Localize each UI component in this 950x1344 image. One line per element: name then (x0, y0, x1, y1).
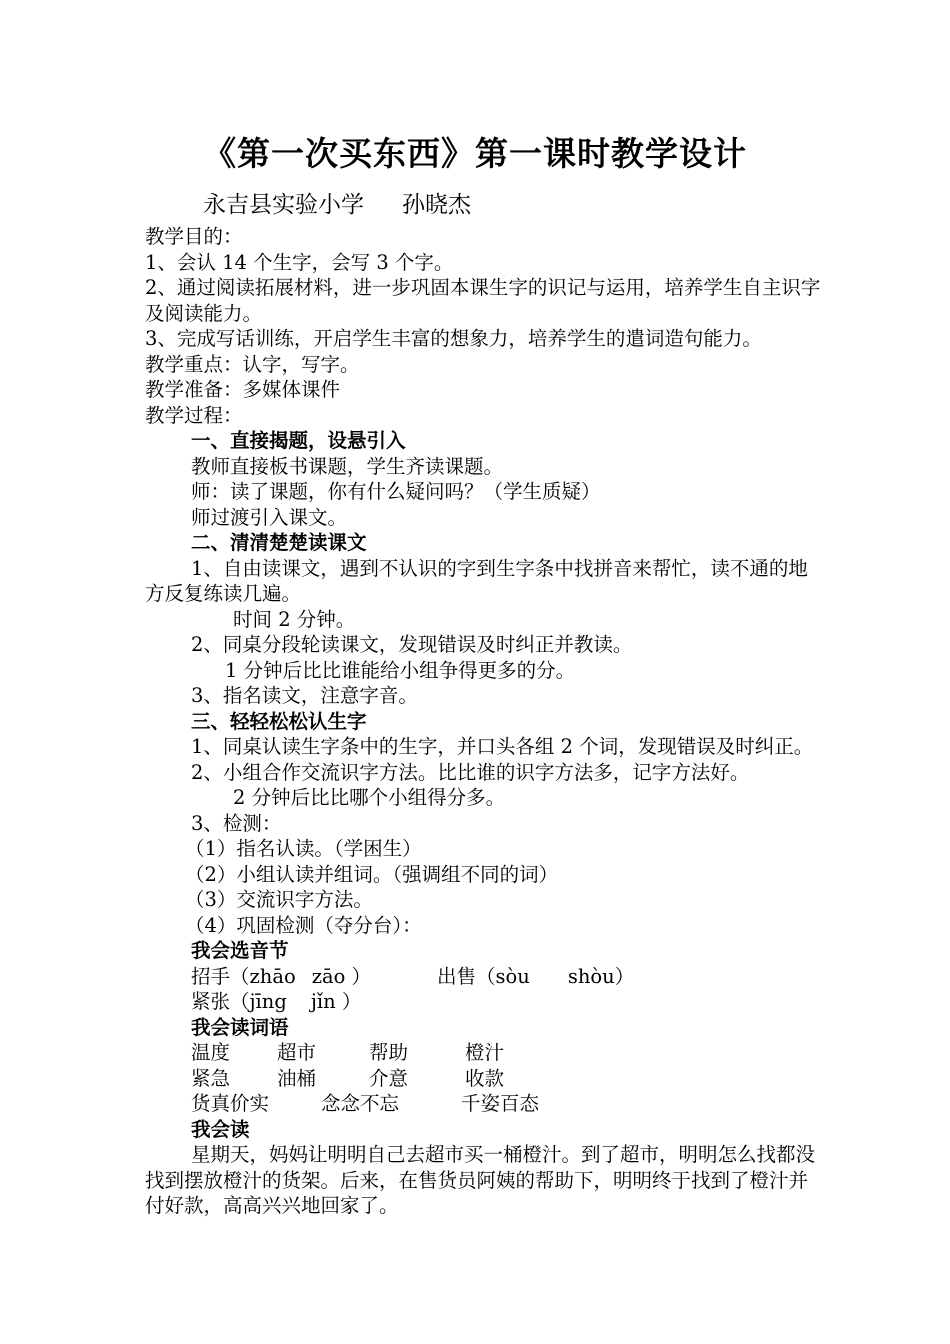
reading-passage: 星期天，妈妈让明明自己去超市买一桶橙汁。到了超市，明明怎么找都没找到摆放橙汁的货架。后来，在售货员阿姨的帮助下，明明终于找到了橙汁并付好款，高高兴兴地回家了。 (145, 1143, 816, 1217)
section-line: 1、同桌认读生字条中的生字，并口头各组 2 个词，发现错误及时纠正。 (191, 735, 814, 758)
exercise-heading: 我会选音节 (191, 939, 289, 962)
author-line (203, 186, 471, 219)
word: 介意 (369, 1066, 409, 1090)
check-item: （1）指名认读。（学困生） (185, 837, 422, 860)
word: 帮助 (369, 1041, 409, 1064)
section-line: 2、同桌分段轮读课文，发现错误及时纠正并教读。 (191, 633, 633, 656)
word-row (145, 1091, 825, 1117)
syllable-option: zāo ） (311, 964, 372, 988)
preparation: 教学准备：多媒体课件 (145, 378, 341, 401)
word: 念念不忘 (321, 1092, 400, 1115)
exercise-heading: 我会读 (191, 1117, 250, 1141)
word-row (145, 1066, 825, 1092)
word: 橙汁 (465, 1041, 505, 1064)
objective-item: 3、完成写话训练，开启学生丰富的想象力，培养学生的遣词造句能力。 (145, 327, 762, 350)
section-line: 3、指名读文，注意字音。 (191, 684, 418, 707)
word: 货真价实 (191, 1092, 270, 1115)
section-note: 时间 2 分钟。 (233, 607, 356, 631)
word: 收款 (465, 1066, 505, 1090)
section-line: 师过渡引入课文。 (191, 505, 348, 529)
section-line: 教师直接板书课题，学生齐读课题。 (191, 454, 504, 478)
check-item: （2）小组认读并组词。（强调组不同的词） (185, 862, 559, 886)
word: 紧急 (191, 1066, 231, 1090)
document-body (145, 224, 825, 1219)
word: 油桶 (277, 1066, 317, 1090)
word: 温度 (191, 1041, 231, 1064)
section-note: 1 分钟后比比谁能给小组争得更多的分。 (225, 658, 576, 682)
check-item: （4）巩固检测（夺分台）： (185, 913, 422, 937)
syllable-option: shòu） (567, 964, 635, 988)
objective-item: 2、通过阅读拓展材料，进一步巩固本课生字的识记与运用，培养学生自主识字及阅读能力。 (145, 276, 821, 325)
section-heading: 三、轻轻松松认生字 (191, 709, 367, 733)
exercise-heading: 我会读词语 (191, 1015, 289, 1039)
section-line: 师：读了课题，你有什么疑问吗？（学生质疑） (191, 480, 601, 503)
syllable-option: 出售（sòu (437, 964, 530, 988)
syllable-option: jǐn ） (310, 990, 362, 1013)
section-heading: 一、直接揭题，设悬引入 (191, 429, 406, 452)
section-line: 1、自由读课文，遇到不认识的字到生字条中找拼音来帮忙，读不通的地方反复练读几遍。 (145, 556, 808, 605)
syllable-option: 紧张（jīng (191, 990, 287, 1013)
author-name: 孙晓杰 (402, 192, 471, 218)
process-heading: 教学过程： (145, 403, 243, 427)
syllable-row (145, 989, 825, 1015)
section-heading: 二、清清楚楚读课文 (191, 531, 367, 554)
section-line: 2、小组合作交流识字方法。比比谁的识字方法多，记字方法好。 (191, 760, 750, 784)
word-row (145, 1040, 825, 1066)
school-name: 永吉县实验小学 (203, 192, 364, 218)
objectives-heading: 教学目的： (145, 225, 243, 248)
check-item: （3）交流识字方法。 (185, 888, 373, 911)
syllable-row (145, 964, 825, 990)
word: 千姿百态 (461, 1092, 540, 1115)
document-title: 《第一次买东西》第一课时教学设计 (203, 134, 747, 173)
section-note: 2 分钟后比比哪个小组得分多。 (233, 786, 506, 809)
word: 超市 (277, 1041, 317, 1064)
section-line: 3、检测： (191, 811, 282, 835)
syllable-option: 招手（zhāo (191, 964, 296, 988)
keypoints: 教学重点：认字，写字。 (145, 352, 360, 376)
objective-item: 1、会认 14 个生字，会写 3 个字。 (145, 250, 454, 274)
